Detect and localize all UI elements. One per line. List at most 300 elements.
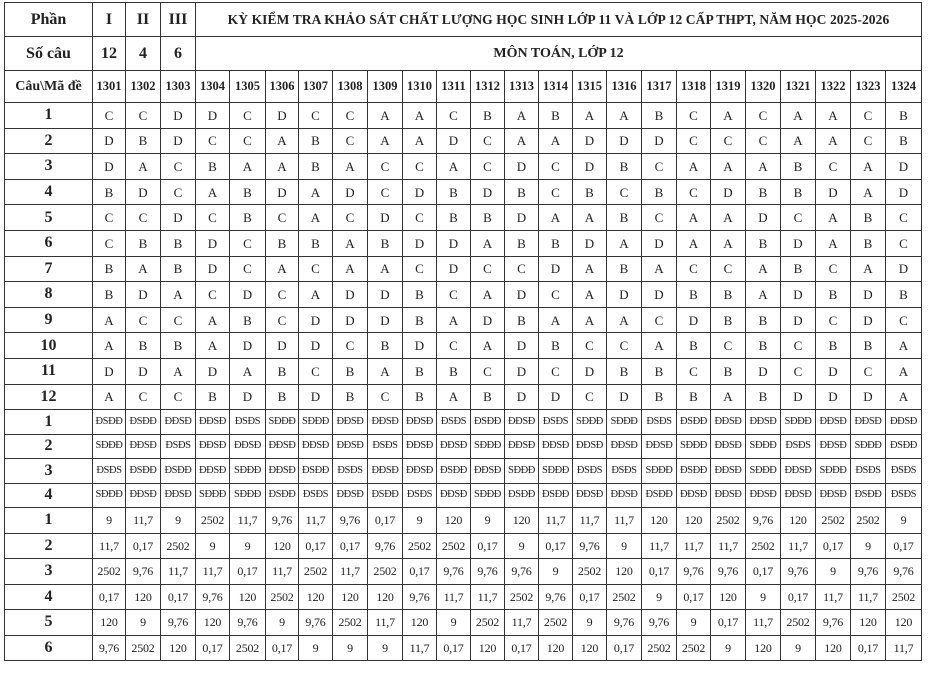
- part3-answer-cell: 0,17: [126, 533, 161, 559]
- part1-answer-cell: C: [333, 128, 368, 154]
- part3-answer-cell: 0,17: [851, 635, 886, 661]
- part1-row: [5, 333, 922, 359]
- part3-answer-cell: 120: [677, 508, 711, 534]
- part2-answer-cell: ĐSĐS: [161, 434, 196, 459]
- part1-question-label: 5: [5, 205, 93, 231]
- part1-answer-cell: C: [126, 307, 161, 333]
- part1-answer-cell: D: [746, 205, 781, 231]
- part2-answer-cell: ĐSĐS: [886, 483, 922, 508]
- part2-answer-cell: SĐĐĐ: [230, 483, 266, 508]
- part2-answer-cell: ĐĐSĐ: [573, 434, 607, 459]
- part1-answer-cell: C: [642, 154, 677, 180]
- part1-answer-cell: C: [471, 256, 505, 282]
- part3-answer-cell: 0,17: [437, 635, 471, 661]
- part1-answer-cell: C: [642, 205, 677, 231]
- part3-answer-cell: 2502: [816, 508, 851, 534]
- part3-row: [5, 584, 922, 610]
- exam-code-1308: 1308: [333, 71, 368, 103]
- part3-answer-cell: 9: [711, 635, 746, 661]
- part3-row: [5, 508, 922, 534]
- count-part-ii: 4: [126, 37, 161, 71]
- part3-answer-cell: 9,76: [573, 533, 607, 559]
- part1-answer-cell: A: [607, 230, 642, 256]
- part1-answer-cell: D: [368, 205, 403, 231]
- part2-answer-cell: ĐĐSĐ: [403, 459, 437, 484]
- part1-answer-cell: D: [437, 230, 471, 256]
- part1-answer-cell: D: [607, 128, 642, 154]
- part3-question-label: 4: [5, 584, 93, 610]
- part1-answer-cell: B: [539, 230, 573, 256]
- part1-answer-cell: A: [607, 307, 642, 333]
- part1-answer-cell: C: [161, 154, 196, 180]
- part1-answer-cell: D: [851, 307, 886, 333]
- part1-answer-cell: D: [816, 179, 851, 205]
- part1-answer-cell: B: [126, 128, 161, 154]
- part3-answer-cell: 0,17: [266, 635, 299, 661]
- part1-answer-cell: A: [437, 384, 471, 410]
- part1-answer-cell: A: [851, 154, 886, 180]
- part3-answer-cell: 120: [368, 584, 403, 610]
- exam-code-1307: 1307: [299, 71, 333, 103]
- part3-answer-cell: 9: [816, 559, 851, 585]
- part1-answer-cell: A: [299, 179, 333, 205]
- part1-answer-cell: A: [677, 205, 711, 231]
- part2-answer-cell: ĐSĐĐ: [161, 459, 196, 484]
- part-iii: III: [161, 3, 196, 37]
- part1-answer-cell: A: [196, 307, 230, 333]
- part2-answer-cell: ĐĐSĐ: [539, 434, 573, 459]
- part1-answer-cell: B: [471, 103, 505, 129]
- part1-answer-cell: C: [746, 128, 781, 154]
- part1-answer-cell: C: [711, 333, 746, 359]
- count-part-i: 12: [93, 37, 126, 71]
- part-label: Phần: [5, 3, 93, 37]
- part3-answer-cell: 9: [471, 508, 505, 534]
- part3-answer-cell: 9: [746, 584, 781, 610]
- part1-answer-cell: C: [781, 333, 816, 359]
- part2-answer-cell: ĐSĐS: [230, 410, 266, 435]
- part3-answer-cell: 9: [607, 533, 642, 559]
- exam-code-1314: 1314: [539, 71, 573, 103]
- part1-answer-cell: D: [437, 128, 471, 154]
- part1-answer-cell: D: [886, 154, 922, 180]
- part3-answer-cell: 120: [196, 610, 230, 636]
- part3-answer-cell: 2502: [403, 533, 437, 559]
- part1-answer-cell: A: [266, 256, 299, 282]
- part1-answer-cell: C: [266, 282, 299, 308]
- part1-answer-cell: C: [126, 103, 161, 129]
- exam-code-1319: 1319: [711, 71, 746, 103]
- part1-question-label: 11: [5, 358, 93, 384]
- part2-answer-cell: SĐĐĐ: [93, 434, 126, 459]
- part3-answer-cell: 9,76: [266, 508, 299, 534]
- part2-answer-cell: SĐĐĐ: [230, 459, 266, 484]
- part2-answer-cell: SĐĐĐ: [196, 483, 230, 508]
- part3-answer-cell: 9,76: [642, 610, 677, 636]
- part3-answer-cell: 0,17: [746, 559, 781, 585]
- part1-answer-cell: A: [368, 358, 403, 384]
- part3-answer-cell: 0,17: [642, 559, 677, 585]
- part2-answer-cell: ĐSĐĐ: [677, 459, 711, 484]
- part3-answer-cell: 9: [886, 508, 922, 534]
- part1-answer-cell: B: [299, 154, 333, 180]
- part3-answer-cell: 2502: [781, 610, 816, 636]
- part1-question-label: 8: [5, 282, 93, 308]
- part2-answer-cell: ĐĐSĐ: [266, 459, 299, 484]
- part1-answer-cell: D: [333, 282, 368, 308]
- part3-answer-cell: 11,7: [573, 508, 607, 534]
- part1-answer-cell: C: [196, 128, 230, 154]
- part1-answer-cell: C: [299, 358, 333, 384]
- part1-answer-cell: C: [677, 179, 711, 205]
- part1-answer-cell: C: [505, 256, 539, 282]
- part1-question-label: 9: [5, 307, 93, 333]
- part1-answer-cell: A: [816, 230, 851, 256]
- part3-answer-cell: 120: [711, 584, 746, 610]
- part1-answer-cell: D: [126, 282, 161, 308]
- part1-answer-cell: D: [505, 205, 539, 231]
- exam-code-1303: 1303: [161, 71, 196, 103]
- part3-answer-cell: 120: [230, 584, 266, 610]
- part2-answer-cell: SĐĐĐ: [746, 434, 781, 459]
- part3-row: [5, 610, 922, 636]
- part1-answer-cell: A: [642, 333, 677, 359]
- part1-answer-cell: A: [333, 256, 368, 282]
- part1-answer-cell: B: [471, 205, 505, 231]
- part1-answer-cell: B: [266, 384, 299, 410]
- part1-answer-cell: D: [851, 282, 886, 308]
- part3-answer-cell: 9,76: [886, 559, 922, 585]
- part3-answer-cell: 9: [230, 533, 266, 559]
- part1-answer-cell: B: [746, 384, 781, 410]
- part1-answer-cell: C: [266, 307, 299, 333]
- part1-answer-cell: A: [333, 230, 368, 256]
- part1-answer-cell: D: [403, 333, 437, 359]
- part1-answer-cell: C: [677, 128, 711, 154]
- part1-answer-cell: D: [539, 256, 573, 282]
- part2-answer-cell: ĐSĐS: [333, 459, 368, 484]
- exam-code-1304: 1304: [196, 71, 230, 103]
- part1-answer-cell: C: [93, 230, 126, 256]
- exam-code-1311: 1311: [437, 71, 471, 103]
- part3-answer-cell: 120: [471, 635, 505, 661]
- part2-answer-cell: ĐSĐĐ: [299, 459, 333, 484]
- part1-answer-cell: B: [746, 307, 781, 333]
- part2-answer-cell: SĐĐĐ: [93, 483, 126, 508]
- part2-answer-cell: ĐSĐĐ: [93, 410, 126, 435]
- part3-answer-cell: 9: [437, 610, 471, 636]
- part2-answer-cell: SĐĐĐ: [471, 434, 505, 459]
- part3-answer-cell: 0,17: [333, 533, 368, 559]
- part3-answer-cell: 0,17: [93, 584, 126, 610]
- part1-answer-cell: B: [642, 103, 677, 129]
- part1-answer-cell: B: [403, 358, 437, 384]
- part1-answer-cell: D: [573, 128, 607, 154]
- part2-answer-cell: ĐSĐĐ: [471, 410, 505, 435]
- part2-answer-cell: ĐSĐS: [403, 483, 437, 508]
- part1-answer-cell: C: [368, 179, 403, 205]
- part2-answer-cell: ĐĐSĐ: [573, 483, 607, 508]
- part1-answer-cell: A: [851, 179, 886, 205]
- part1-question-label: 4: [5, 179, 93, 205]
- part2-answer-cell: SĐĐĐ: [471, 483, 505, 508]
- part1-question-label: 6: [5, 230, 93, 256]
- part1-row: [5, 179, 922, 205]
- part1-answer-cell: B: [437, 205, 471, 231]
- part1-answer-cell: C: [677, 358, 711, 384]
- part2-answer-cell: ĐĐSĐ: [196, 410, 230, 435]
- part1-answer-cell: D: [471, 307, 505, 333]
- part2-answer-cell: SĐĐĐ: [607, 410, 642, 435]
- part2-answer-cell: SĐĐĐ: [505, 459, 539, 484]
- part1-answer-cell: C: [886, 307, 922, 333]
- part3-answer-cell: 9,76: [711, 559, 746, 585]
- part1-answer-cell: B: [93, 282, 126, 308]
- part1-answer-cell: B: [93, 179, 126, 205]
- part1-answer-cell: A: [781, 128, 816, 154]
- part3-answer-cell: 120: [126, 584, 161, 610]
- part1-answer-cell: D: [333, 179, 368, 205]
- part1-answer-cell: A: [266, 154, 299, 180]
- part1-answer-cell: B: [781, 179, 816, 205]
- part1-answer-cell: D: [196, 358, 230, 384]
- part1-answer-cell: D: [161, 205, 196, 231]
- part1-answer-cell: C: [93, 205, 126, 231]
- part1-answer-cell: B: [230, 205, 266, 231]
- part1-answer-cell: C: [711, 128, 746, 154]
- part1-row: [5, 358, 922, 384]
- part2-answer-cell: ĐSĐĐ: [642, 483, 677, 508]
- part1-answer-cell: D: [677, 307, 711, 333]
- part1-answer-cell: A: [299, 282, 333, 308]
- part3-answer-cell: 9: [266, 610, 299, 636]
- part3-answer-cell: 120: [816, 635, 851, 661]
- part2-answer-cell: ĐSĐS: [299, 483, 333, 508]
- part3-answer-cell: 2502: [677, 635, 711, 661]
- part1-answer-cell: D: [93, 154, 126, 180]
- part3-answer-cell: 2502: [126, 635, 161, 661]
- part3-answer-cell: 2502: [196, 508, 230, 534]
- part1-answer-cell: B: [642, 179, 677, 205]
- part1-answer-cell: B: [816, 333, 851, 359]
- part3-answer-cell: 11,7: [607, 508, 642, 534]
- part3-answer-cell: 9: [333, 635, 368, 661]
- part1-answer-cell: B: [746, 333, 781, 359]
- part1-answer-cell: A: [93, 307, 126, 333]
- part3-answer-cell: 9: [368, 635, 403, 661]
- part2-answer-cell: ĐĐSĐ: [333, 410, 368, 435]
- part3-answer-cell: 0,17: [471, 533, 505, 559]
- part1-answer-cell: A: [539, 128, 573, 154]
- part3-answer-cell: 120: [607, 559, 642, 585]
- part2-question-label: 2: [5, 434, 93, 459]
- part2-answer-cell: ĐĐSĐ: [746, 410, 781, 435]
- exam-code-1323: 1323: [851, 71, 886, 103]
- part1-answer-cell: C: [299, 256, 333, 282]
- exam-code-1320: 1320: [746, 71, 781, 103]
- part1-answer-cell: B: [196, 154, 230, 180]
- part1-answer-cell: D: [196, 103, 230, 129]
- exam-code-1310: 1310: [403, 71, 437, 103]
- part1-answer-cell: B: [266, 358, 299, 384]
- exam-code-1309: 1309: [368, 71, 403, 103]
- part1-answer-cell: A: [230, 154, 266, 180]
- part1-answer-cell: A: [196, 333, 230, 359]
- part2-answer-cell: ĐĐSĐ: [230, 434, 266, 459]
- part3-answer-cell: 11,7: [266, 559, 299, 585]
- part3-answer-cell: 11,7: [333, 559, 368, 585]
- part1-answer-cell: D: [333, 307, 368, 333]
- part2-answer-cell: SĐĐĐ: [816, 459, 851, 484]
- part1-answer-cell: C: [711, 256, 746, 282]
- part1-answer-cell: A: [403, 128, 437, 154]
- part1-answer-cell: C: [161, 179, 196, 205]
- part1-answer-cell: A: [573, 307, 607, 333]
- part1-answer-cell: B: [437, 358, 471, 384]
- part3-answer-cell: 9: [403, 508, 437, 534]
- part1-answer-cell: C: [230, 128, 266, 154]
- part3-answer-cell: 9,76: [607, 610, 642, 636]
- part1-answer-cell: A: [677, 230, 711, 256]
- part3-answer-cell: 11,7: [368, 610, 403, 636]
- part3-answer-cell: 2502: [505, 584, 539, 610]
- part1-answer-cell: C: [781, 205, 816, 231]
- part1-answer-cell: A: [677, 154, 711, 180]
- part1-answer-cell: D: [539, 384, 573, 410]
- part1-answer-cell: B: [711, 358, 746, 384]
- part3-answer-cell: 0,17: [299, 533, 333, 559]
- part1-answer-cell: A: [471, 230, 505, 256]
- part1-answer-cell: C: [851, 128, 886, 154]
- part1-answer-cell: B: [886, 282, 922, 308]
- exam-code-1316: 1316: [607, 71, 642, 103]
- part3-answer-cell: 9,76: [368, 533, 403, 559]
- count-part-iii: 6: [161, 37, 196, 71]
- part3-answer-cell: 120: [539, 635, 573, 661]
- part2-question-label: 1: [5, 410, 93, 435]
- part3-answer-cell: 11,7: [711, 533, 746, 559]
- part2-answer-cell: ĐĐSĐ: [196, 434, 230, 459]
- exam-code-1301: 1301: [93, 71, 126, 103]
- exam-code-1317: 1317: [642, 71, 677, 103]
- part1-answer-cell: B: [746, 230, 781, 256]
- part1-answer-cell: B: [437, 179, 471, 205]
- part2-answer-cell: ĐĐSĐ: [126, 434, 161, 459]
- part1-answer-cell: B: [505, 230, 539, 256]
- part1-answer-cell: A: [93, 333, 126, 359]
- part1-answer-cell: D: [368, 307, 403, 333]
- part2-row: [5, 459, 922, 484]
- part2-answer-cell: ĐSĐĐ: [539, 483, 573, 508]
- part1-answer-cell: A: [781, 103, 816, 129]
- part1-answer-cell: C: [677, 256, 711, 282]
- part3-row: [5, 559, 922, 585]
- part1-answer-cell: B: [333, 358, 368, 384]
- count-label: Số câu: [5, 37, 93, 71]
- part3-answer-cell: 11,7: [816, 584, 851, 610]
- part2-answer-cell: ĐĐSĐ: [333, 434, 368, 459]
- part2-answer-cell: ĐSĐS: [607, 459, 642, 484]
- part3-answer-cell: 2502: [471, 610, 505, 636]
- part1-answer-cell: D: [886, 179, 922, 205]
- part2-answer-cell: ĐĐSĐ: [781, 459, 816, 484]
- part3-answer-cell: 9,76: [437, 559, 471, 585]
- part1-answer-cell: B: [851, 230, 886, 256]
- part2-answer-cell: ĐĐSĐ: [677, 483, 711, 508]
- part3-answer-cell: 9,76: [816, 610, 851, 636]
- part1-answer-cell: B: [333, 384, 368, 410]
- part1-answer-cell: C: [93, 103, 126, 129]
- part1-answer-cell: D: [573, 358, 607, 384]
- part3-answer-cell: 9: [505, 533, 539, 559]
- part3-answer-cell: 0,17: [505, 635, 539, 661]
- part2-answer-cell: ĐĐSĐ: [505, 434, 539, 459]
- part3-answer-cell: 9,76: [403, 584, 437, 610]
- part3-answer-cell: 120: [333, 584, 368, 610]
- part1-answer-cell: C: [573, 333, 607, 359]
- part2-answer-cell: SĐĐĐ: [573, 410, 607, 435]
- part3-answer-cell: 9,76: [126, 559, 161, 585]
- part1-answer-cell: B: [677, 282, 711, 308]
- part3-answer-cell: 2502: [299, 559, 333, 585]
- part3-answer-cell: 0,17: [711, 610, 746, 636]
- part3-answer-cell: 9,76: [333, 508, 368, 534]
- part1-answer-cell: A: [816, 128, 851, 154]
- part1-answer-cell: C: [816, 307, 851, 333]
- part1-answer-cell: C: [642, 307, 677, 333]
- part1-answer-cell: A: [368, 103, 403, 129]
- part3-answer-cell: 9,76: [746, 508, 781, 534]
- part1-answer-cell: B: [126, 333, 161, 359]
- part3-answer-cell: 0,17: [196, 635, 230, 661]
- part3-answer-cell: 120: [642, 508, 677, 534]
- part1-answer-cell: C: [437, 333, 471, 359]
- part1-answer-cell: B: [607, 256, 642, 282]
- part1-answer-cell: C: [333, 103, 368, 129]
- part1-answer-cell: C: [607, 333, 642, 359]
- part3-answer-cell: 2502: [437, 533, 471, 559]
- part1-answer-cell: B: [505, 179, 539, 205]
- part1-answer-cell: C: [161, 307, 196, 333]
- part1-answer-cell: C: [851, 358, 886, 384]
- exam-code-1302: 1302: [126, 71, 161, 103]
- part2-answer-cell: ĐSĐĐ: [886, 434, 922, 459]
- part3-answer-cell: 120: [781, 508, 816, 534]
- part3-answer-cell: 9,76: [230, 610, 266, 636]
- part1-answer-cell: C: [607, 179, 642, 205]
- part2-question-label: 3: [5, 459, 93, 484]
- part2-answer-cell: ĐĐSĐ: [333, 483, 368, 508]
- part2-row: [5, 483, 922, 508]
- part3-answer-cell: 11,7: [161, 559, 196, 585]
- part1-answer-cell: D: [368, 282, 403, 308]
- part3-answer-cell: 2502: [93, 559, 126, 585]
- part3-answer-cell: 2502: [573, 559, 607, 585]
- part3-answer-cell: 0,17: [539, 533, 573, 559]
- part1-answer-cell: C: [196, 282, 230, 308]
- part2-answer-cell: SĐĐĐ: [746, 459, 781, 484]
- part3-answer-cell: 2502: [851, 508, 886, 534]
- part3-answer-cell: 11,7: [299, 508, 333, 534]
- part3-answer-cell: 120: [505, 508, 539, 534]
- part2-answer-cell: ĐĐSĐ: [505, 410, 539, 435]
- part1-answer-cell: D: [781, 282, 816, 308]
- part1-answer-cell: B: [746, 179, 781, 205]
- part2-answer-cell: ĐSĐĐ: [505, 483, 539, 508]
- part3-answer-cell: 9: [851, 533, 886, 559]
- part1-answer-cell: C: [471, 358, 505, 384]
- part1-answer-cell: D: [607, 282, 642, 308]
